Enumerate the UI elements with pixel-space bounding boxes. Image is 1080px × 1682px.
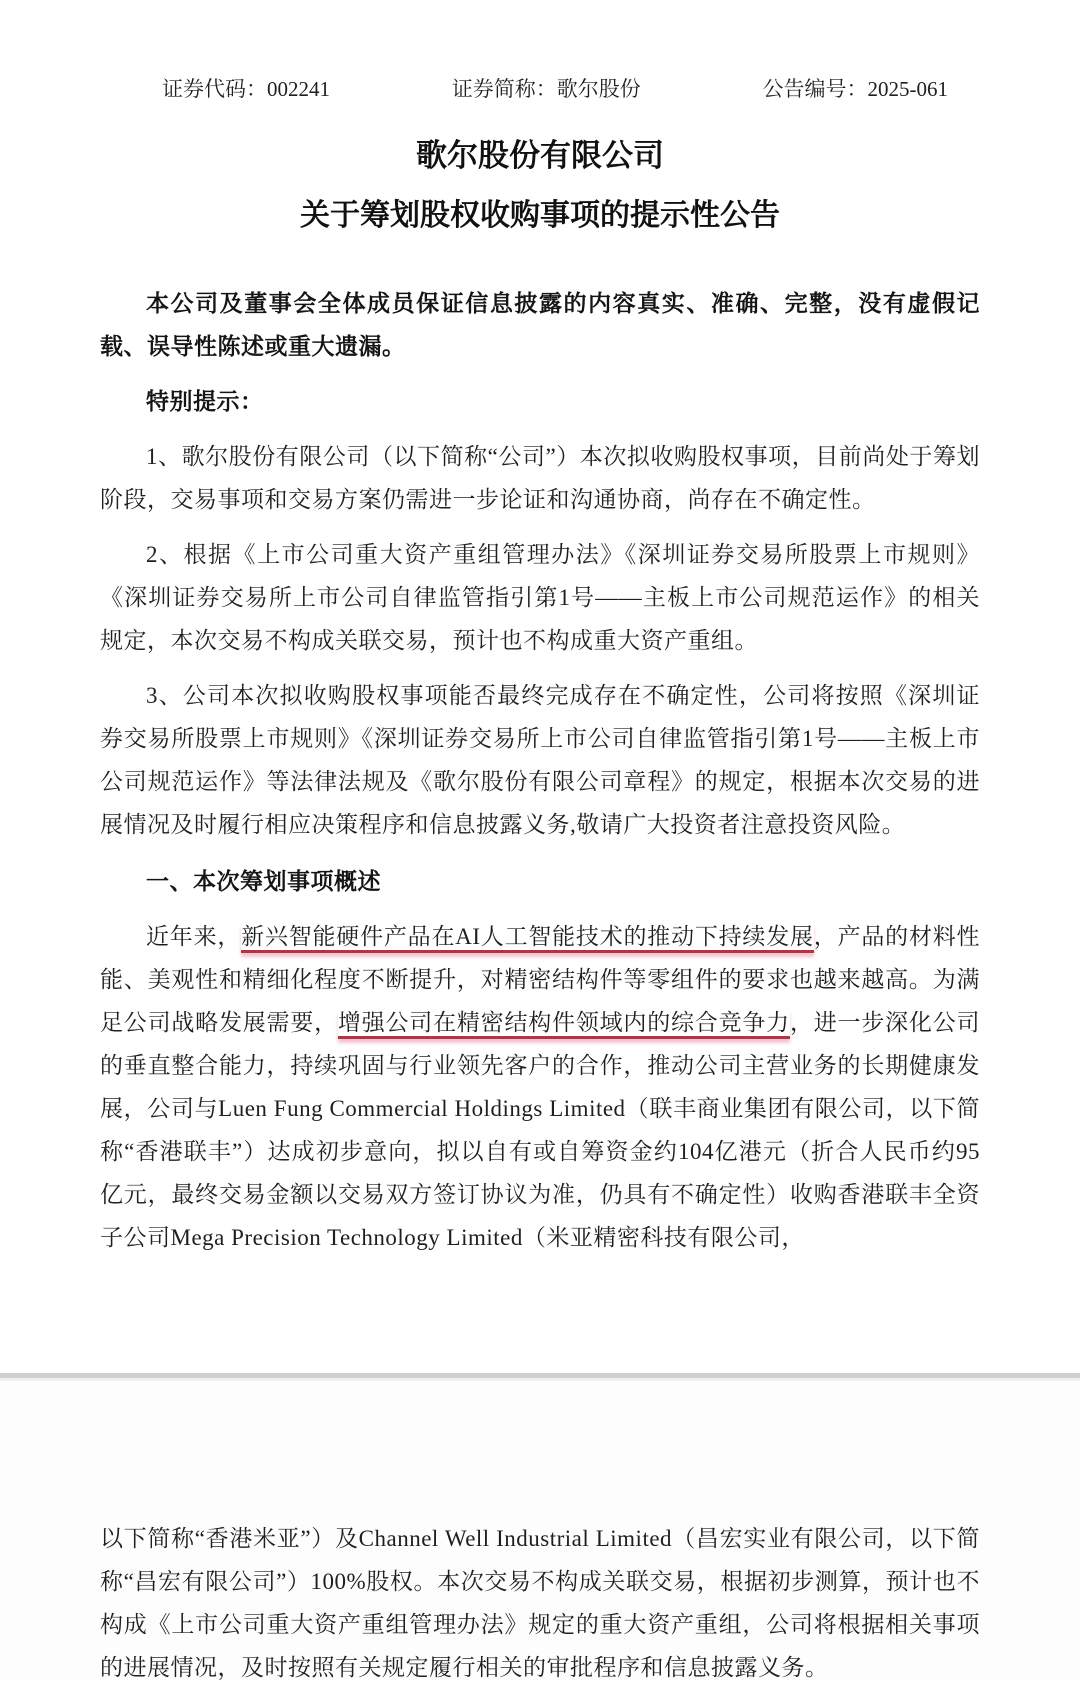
section-heading-1 (100, 860, 980, 903)
special-note-item-2 (100, 533, 980, 662)
document-page-2 (0, 1381, 1080, 1681)
text-run: 1、歌尔股份有限公司（以下简称“公司”）本次拟收购股权事项，目前尚处于筹划阶段，交易事项和交易方案仍需进一步论证和沟通协商，尚存在不确定性。 (100, 444, 980, 512)
stock-code: 证券代码：002241 (162, 77, 330, 101)
page2-body (100, 1381, 980, 1681)
special-note-item-1 (100, 435, 980, 521)
text-run: 3、公司本次拟收购股权事项能否最终完成存在不确定性，公司将按照《深圳证券交易所股票上市规则》《深圳证券交易所上市公司自律监管指引第1号——主板上市公司规范运作》等法律法规及《歌尔股份有限公司章程》的规定，根据本次交易的进展情况及时履行相应决策程序和信息披露义务,敬请广大投资者注意投资风险。 (100, 683, 980, 837)
page-break-divider (0, 1373, 1080, 1381)
red-underline-annotation: 新兴智能硬件产品在AI人工智能技术的推动下持续发展 (241, 924, 814, 953)
document-subtitle: 关于筹划股权收购事项的提示性公告 (300, 199, 780, 232)
announcement-header-row (162, 74, 948, 104)
page1-body (100, 282, 980, 1259)
text-run: ，进一步深化公司的垂直整合能力，持续巩固与行业领先客户的合作，推动公司主营业务的长期健康发展，公司与Luen Fung Commercial Holdings Limited（联丰商业集团有限公司，以下简称“香港联丰”）达成初步意向，拟以自有或自筹资金约104亿港元（折合人民币约95亿元，最终交易金额以交易双方签订协议为准，仍具有不确定性）收购香港联丰全资子公司Mega Precision Technology Limited（米亚精密科技有限公司， (100, 1010, 981, 1250)
overview-paragraph-continued (100, 1517, 980, 1681)
text-run: ，产品的材料性能、美观性和精细化程度不断提升，对精密结构件等零组件的要求也越来越高。为满足公司战略发展需要， (100, 924, 981, 1035)
red-underline-annotation: 增强公司在精密结构件领域内的综合竞争力 (338, 1010, 790, 1039)
disclaimer-paragraph (100, 282, 980, 368)
text-run: 近年来， (146, 924, 242, 949)
text-run: 特别提示： (146, 389, 264, 414)
overview-paragraph (100, 915, 980, 1259)
text-run: 2、根据《上市公司重大资产重组管理办法》《深圳证券交易所股票上市规则》《深圳证券交易所上市公司自律监管指引第1号——主板上市公司规范运作》的相关规定，本次交易不构成关联交易，预计也不构成重大资产重组。 (100, 542, 980, 653)
stock-abbreviation: 证券简称：歌尔股份 (451, 77, 641, 101)
text-run: 一、本次筹划事项概述 (146, 869, 381, 894)
document-title: 歌尔股份有限公司 (416, 138, 664, 173)
announcement-number: 公告编号：2025-061 (762, 77, 948, 101)
special-note-heading (100, 380, 980, 423)
text-run: 以下简称“香港米亚”）及Channel Well Industrial Limited（昌宏实业有限公司，以下简称“昌宏有限公司”）100%股权。本次交易不构成关联交易，根据初步测算，预计也不构成《上市公司重大资产重组管理办法》规定的重大资产重组，公司将根据相关事项的进展情况，及时按照有关规定履行相关的审批程序和信息披露义务。 (100, 1526, 980, 1680)
text-run: 本公司及董事会全体成员保证信息披露的内容真实、准确、完整，没有虚假记载、误导性陈述或重大遗漏。 (100, 291, 980, 359)
special-note-item-3 (100, 674, 980, 846)
